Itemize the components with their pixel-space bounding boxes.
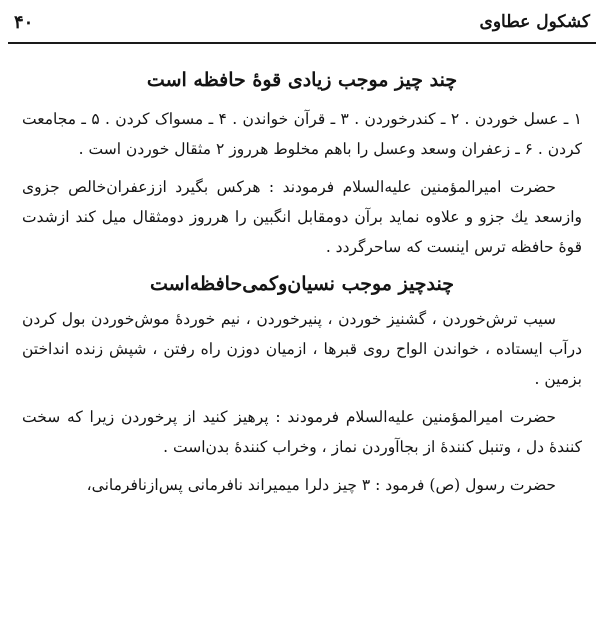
section-heading-memory-boost: چند چیز موجب زیادی قوهٔ حافظه است <box>146 69 458 91</box>
header-rule <box>8 42 596 44</box>
memory-boost-hadith: حضرت امیرالمؤمنین علیه‌السلام فرمودند : هرکس بگیرد اززعفران‌خالص جزوی وازسعد یك جزو و علاوه نماید برآن دومقابل انگبین را هرروز دومثقال میل کند ازشدت قوهٔ حافظه ترس اینست که ساحرگردد . <box>22 178 582 256</box>
page-content <box>22 66 582 508</box>
section-heading-forgetfulness: چندچیز موجب نسیان‌وکمی‌حافظه‌است <box>149 273 455 295</box>
forgetfulness-hadith: حضرت امیرالمؤمنین علیه‌السلام فرمودند : پرهیز کنید از پرخوردن زیرا که سخت کنندهٔ دل ، وتنبل کنندهٔ از بجاآوردن نماز ، وخراب کنندهٔ بدن‌است . <box>22 408 582 456</box>
page-number: ۴۰ <box>14 11 34 33</box>
memory-boost-list: ۱ ـ عسل خوردن . ۲ ـ کندرخوردن . ۳ ـ قرآن خواندن . ۴ ـ مسواک کردن . ۵ ـ مجامعت کردن . ۶ ـ زعفران وسعد وعسل را باهم مخلوط هرروز ۲ مثقال خوردن است . <box>22 110 582 158</box>
page-header <box>14 8 590 36</box>
running-title: کشکول عطاوی <box>479 12 590 32</box>
prophet-hadith: حضرت رسول (ص) فرمود : ۳ چیز دلرا میمیراند نافرمانی پس‌ازنافرمانی، <box>86 476 556 494</box>
forgetfulness-list: سیب ترش‌خوردن ، گشنیز خوردن ، پنیرخوردن ، نیم خوردهٔ موش‌خوردن بول کردن درآب ایستاده ، خواندن الواح روی قبرها ، ازمیان دوزن راه رفتن ، شپش زنده انداختن بزمین . <box>22 310 582 388</box>
